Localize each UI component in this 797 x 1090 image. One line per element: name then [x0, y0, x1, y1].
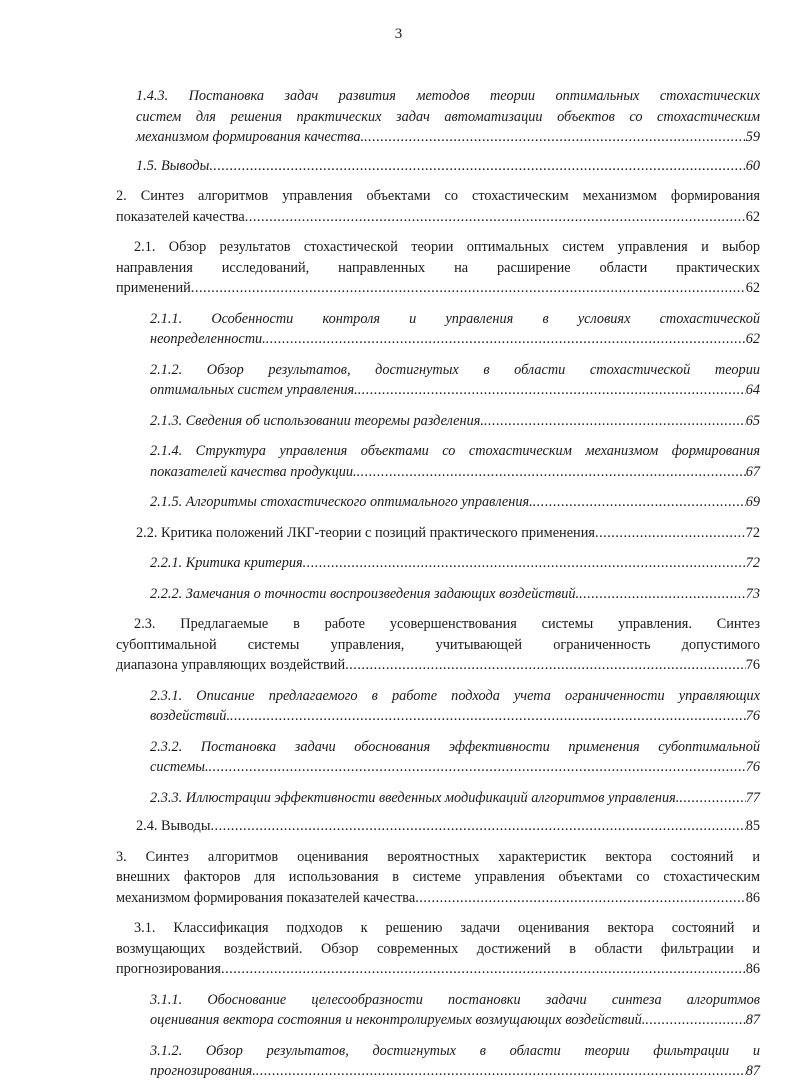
toc-page-ref: 65 — [745, 412, 760, 429]
toc-entry-text: показателей качества — [116, 208, 245, 225]
toc-entry-text: 2.1.3. Сведения об использовании теоремы разделения. — [150, 412, 484, 429]
toc-page-ref: 76 — [745, 708, 760, 724]
toc-page-ref: 62 — [745, 331, 760, 347]
toc-entry-2-1-3 — [150, 411, 760, 432]
leader-dots — [579, 584, 746, 605]
toc-entry-text: 1.4.3. Постановка задач развития методов теории оптимальных стохастических — [136, 88, 760, 104]
toc-entry-2-2 — [136, 523, 760, 544]
toc-entry-text: 2.2.2. Замечания о точности воспроизведения задающих воздействий. — [150, 585, 580, 602]
leader-dots — [533, 492, 746, 513]
leader-dots — [303, 553, 746, 574]
leader-dots — [345, 655, 746, 676]
toc-entry-text: 2.3.1. Описание предлагаемого в работе подхода учета ограниченности управляющих — [150, 687, 760, 704]
leader-dots — [209, 156, 745, 177]
leader-dots — [595, 523, 746, 544]
toc-entry-3-1 — [116, 918, 760, 980]
toc-page-ref: 73 — [745, 585, 760, 602]
leader-dots — [484, 411, 746, 432]
toc-entry-text: внешних факторов для использования в системе управления объектами со стохастическим — [116, 869, 760, 885]
toc-entry-2-3-3 — [150, 788, 760, 809]
leader-dots — [364, 127, 746, 148]
toc-entry-text: возмущающих воздействий. Обзор современных достижений в области фильтрации и — [116, 940, 760, 957]
toc-entry-2-1-1 — [150, 309, 760, 350]
toc-entry-text: 1.5. Выводы — [136, 157, 210, 174]
leader-dots — [210, 816, 745, 837]
toc-entry-2-2-1 — [150, 553, 760, 574]
toc-entry-text: механизмом формирования качества. — [136, 129, 365, 145]
toc-page-ref: 77 — [745, 789, 760, 806]
toc-entry-text: 2.3.2. Постановка задачи обоснования эффективности применения субоптимальной — [150, 738, 760, 755]
toc-entry-text: прогнозирования. — [150, 1063, 256, 1079]
toc-page-ref: 60 — [745, 157, 760, 174]
toc-entry-2-1-4 — [150, 441, 760, 482]
toc-page-ref: 87 — [745, 1012, 760, 1028]
toc-page-ref: 62 — [745, 280, 760, 296]
toc-entry-text: систем для решения практических задач автоматизации объектов со стохастическим — [136, 108, 760, 125]
leader-dots — [230, 706, 746, 727]
toc-entry-text: 2.1. Обзор результатов стохастической теории оптимальных систем управления и выбор — [134, 239, 760, 255]
toc-page-ref: 86 — [745, 961, 760, 977]
toc-page-ref: 87 — [745, 1063, 760, 1079]
toc-entry-2-1-5 — [150, 492, 760, 513]
toc-entry-text: 2.1.4. Структура управления объектами со стохастическим механизмом формирования — [150, 443, 760, 459]
toc-page-ref: 76 — [745, 657, 760, 673]
toc-entry-text: 2.2. Критика положений ЛКГ-теории с позиций практического применения — [136, 524, 595, 541]
toc-entry-text: 2. Синтез алгоритмов управления объектами со стохастическим механизмом формирования — [116, 188, 760, 204]
toc-entry-2 — [116, 186, 760, 227]
page-number: 3 — [394, 26, 403, 42]
toc-page-ref: 64 — [745, 382, 760, 398]
toc-entry-text: 3.1. Классификация подходов к решению задачи оценивания вектора состояний и — [134, 920, 760, 936]
toc-entry-text: 2.1.1. Особенности контроля и управления в условиях стохастической — [150, 310, 760, 327]
toc-entry-2-1-2 — [150, 360, 760, 401]
toc-page-ref: 59 — [745, 129, 760, 145]
toc-page-ref: 69 — [745, 494, 760, 510]
leader-dots — [357, 462, 746, 483]
toc-entry-text: 2.1.5. Алгоритмы стохастического оптимального управления. — [150, 494, 533, 510]
toc-entry-3 — [116, 847, 760, 909]
toc-page-ref: 76 — [745, 759, 760, 775]
toc-entry-text: системы. — [150, 759, 209, 775]
leader-dots — [266, 329, 746, 350]
toc-page-ref: 72 — [745, 555, 760, 571]
toc-entry-text: 2.2.1. Критика критерия — [150, 555, 303, 571]
leader-dots — [221, 959, 746, 980]
toc-page-ref: 62 — [745, 208, 760, 225]
toc-entry-text: 3.1.1. Обоснование целесообразности постановки задачи синтеза алгоритмов — [150, 991, 760, 1008]
toc-entry-2-3-2 — [150, 737, 760, 778]
leader-dots — [415, 888, 746, 909]
toc-entry-text: диапазона управляющих воздействий — [116, 657, 346, 673]
leader-dots — [245, 207, 746, 228]
toc-entry-text: оценивания вектора состояния и неконтролируемых возмущающих воздействий. — [150, 1012, 646, 1028]
toc-entry-2-4 — [136, 816, 760, 837]
toc-entry-text: 2.3. Предлагаемые в работе усовершенствования системы управления. Синтез — [134, 616, 760, 632]
toc-entry-text: 3.1.2. Обзор результатов, достигнутых в области теории фильтрации и — [150, 1042, 760, 1059]
table-of-contents — [116, 86, 760, 1082]
toc-entry-text: 3. Синтез алгоритмов оценивания вероятностных характеристик вектора состояний и — [116, 848, 760, 865]
toc-entry-text: неопределенности. — [150, 331, 266, 347]
toc-entry-text: применений — [116, 280, 191, 296]
toc-page-ref: 67 — [745, 463, 760, 480]
toc-entry-text: субоптимальной системы управления, учитывающей ограниченность допустимого — [116, 636, 760, 653]
toc-entry-text: 2.4. Выводы — [136, 818, 211, 834]
toc-entry-text: оптимальных систем управления. — [150, 382, 358, 398]
toc-entry-2-2-2 — [150, 584, 760, 605]
toc-entry-3-1-1 — [150, 990, 760, 1031]
toc-entry-2-3-1 — [150, 686, 760, 727]
toc-entry-2-1 — [116, 237, 760, 299]
leader-dots — [645, 1010, 745, 1031]
toc-page-ref: 86 — [745, 889, 760, 906]
leader-dots — [358, 380, 746, 401]
toc-entry-text: 2.3.3. Иллюстрации эффективности введенных модификаций алгоритмов управления. — [150, 789, 680, 806]
toc-entry-text: механизмом формирования показателей качества — [116, 889, 416, 906]
leader-dots — [209, 757, 746, 778]
toc-entry-text: показателей качества продукции. — [150, 463, 357, 480]
toc-entry-1-5 — [136, 156, 760, 177]
toc-entry-3-1-2 — [150, 1041, 760, 1082]
toc-entry-text: воздействий. — [150, 708, 231, 724]
toc-entry-text: направления исследований, направленных на расширение области практических — [116, 259, 760, 276]
toc-page-ref: 72 — [745, 524, 760, 541]
toc-entry-2-3 — [116, 614, 760, 676]
leader-dots — [679, 788, 745, 809]
toc-entry-text: прогнозирования — [116, 961, 221, 977]
toc-entry-1-4-3 — [136, 86, 760, 148]
toc-entry-text: 2.1.2. Обзор результатов, достигнутых в области стохастической теории — [150, 361, 760, 378]
leader-dots — [191, 278, 746, 299]
leader-dots — [256, 1061, 746, 1082]
toc-page-ref: 85 — [745, 818, 760, 834]
